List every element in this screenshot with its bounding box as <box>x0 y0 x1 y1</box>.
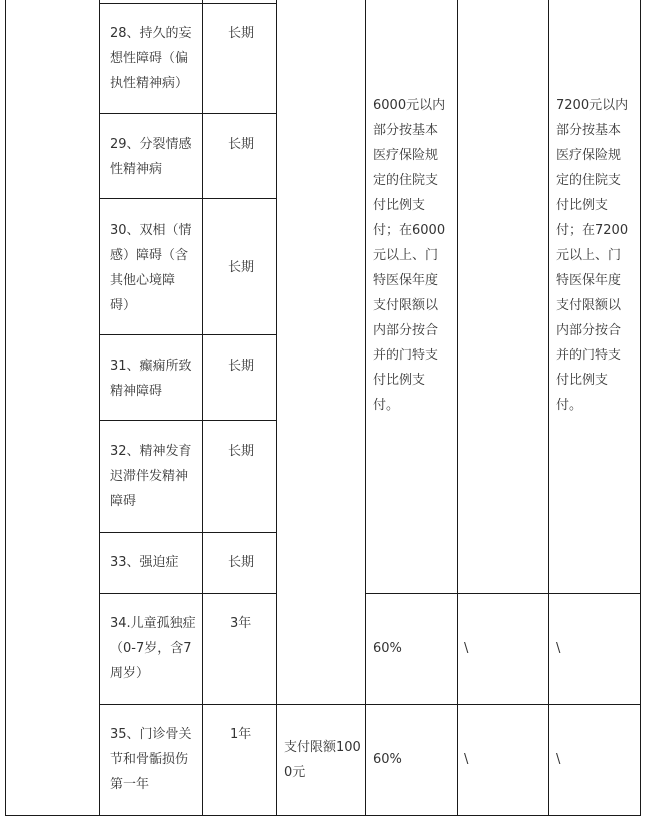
cell-backslash: \ <box>556 641 561 656</box>
table-hline <box>99 113 277 114</box>
cell-backslash: \ <box>464 641 469 656</box>
cell-backslash: \ <box>556 752 561 767</box>
payment-ratio: 60% <box>373 752 402 767</box>
table-hline <box>99 198 277 199</box>
disease-name: 34.儿童孤独症 （0-7岁，含7 周岁） <box>110 616 196 681</box>
treatment-period: 长期 <box>228 137 255 152</box>
table-vline <box>99 0 100 816</box>
table-hline <box>99 420 277 421</box>
table-hline <box>99 532 277 533</box>
payment-ratio: 60% <box>373 641 402 656</box>
payment-rule-6000: 6000元以内 部分按基本 医疗保险规 定的住院支 付比例支 付；在6000 元以上、门 特医保年度 支付限额以 内部分按合 并的门特支 付比例支 付。 <box>373 98 446 413</box>
disease-name: 31、癫痫所致 精神障碍 <box>110 359 192 399</box>
table-vline <box>202 0 203 816</box>
disease-name: 35、门诊骨关 节和骨骺损伤 第一年 <box>110 727 192 792</box>
disease-name: 30、双相（情 感）障碍（含 其他心境障 碍） <box>110 223 192 313</box>
treatment-period: 长期 <box>228 260 255 275</box>
treatment-period: 长期 <box>228 444 255 459</box>
treatment-period: 1年 <box>230 727 252 742</box>
disease-name: 32、精神发育 迟滞伴发精神 障碍 <box>110 444 192 509</box>
payment-rule-7200: 7200元以内 部分按基本 医疗保险规 定的住院支 付比例支 付；在7200 元以上、门 特医保年度 支付限额以 内部分按合 并的门特支 付比例支 付。 <box>556 98 629 413</box>
table-hline <box>99 593 277 594</box>
table-vline <box>365 0 366 816</box>
disease-name: 28、持久的妄 想性障碍（偏 执性精神病） <box>110 26 192 91</box>
table-hline <box>99 704 641 705</box>
treatment-period: 长期 <box>228 26 255 41</box>
payment-limit: 支付限额100 0元 <box>284 740 361 780</box>
table-hline <box>365 593 641 594</box>
treatment-period: 3年 <box>230 616 252 631</box>
disease-name: 29、分裂情感 性精神病 <box>110 137 192 177</box>
disease-name: 33、强迫症 <box>110 555 179 570</box>
treatment-period: 长期 <box>228 555 255 570</box>
table-hline <box>99 3 277 4</box>
table-vline <box>5 0 6 816</box>
table-vline <box>548 0 549 816</box>
treatment-period: 长期 <box>228 359 255 374</box>
table-hline <box>99 334 277 335</box>
cell-backslash: \ <box>464 752 469 767</box>
table-vline <box>276 0 277 816</box>
table-hline <box>5 815 641 816</box>
